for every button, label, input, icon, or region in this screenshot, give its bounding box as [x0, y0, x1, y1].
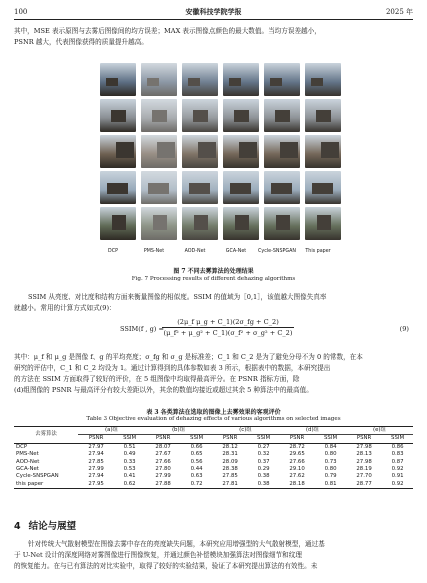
result-thumbnail [182, 135, 218, 168]
equation-number: (9) [399, 325, 409, 333]
section-heading [14, 518, 76, 532]
psnr-cell: 28.12 [222, 443, 238, 450]
equation-denominator: (μ_f² + μ_g² + C_1)(σ_f² + σ_g² + C_2) [163, 329, 293, 337]
psnr-cell: 28.09 [222, 458, 238, 465]
result-thumbnail [223, 99, 259, 132]
thumbnail-haze [305, 135, 341, 168]
thumbnail-haze [141, 207, 177, 240]
text-line: SSIM 从亮度、对比度和结构方面来衡量图像的相似度。SSIM 的值域为［0,1］，该值越大图像失真率 [28, 293, 327, 301]
table-group-header [14, 427, 413, 435]
result-thumbnail [223, 207, 259, 240]
result-thumbnail [182, 63, 218, 96]
thumbnail-haze [223, 63, 259, 96]
ssim-cell: 0.65 [190, 451, 203, 458]
psnr-cell: 28.19 [356, 466, 372, 473]
result-thumbnail [100, 207, 136, 240]
psnr-cell: 27.99 [88, 466, 104, 473]
ssim-cell: 0.33 [123, 458, 136, 465]
psnr-cell: 27.94 [88, 451, 104, 458]
psnr-cell: 27.94 [88, 473, 104, 480]
text-line: (d)组图像的 PSNR 与最高评分有较大差距以外，其余的数值均接近或超过其余 5 种算法中的最高值。 [14, 386, 313, 394]
psnr-cell: 29.65 [289, 451, 305, 458]
table-row [14, 466, 413, 473]
column-label-dcp: DCP [108, 249, 118, 254]
table-caption-en: Table 3 Objective evaluation of dehazing effects of various algorithms on selected images [86, 416, 341, 422]
equation-fraction [162, 318, 294, 337]
column-label-pms-net: PMS-Net [143, 249, 165, 254]
result-thumbnail [141, 63, 177, 96]
ssim-cell: 0.91 [391, 473, 404, 480]
psnr-cell: 27.99 [155, 473, 171, 480]
thumbnail-haze [264, 135, 300, 168]
thumbnail-haze [182, 135, 218, 168]
metric-header-ssim: SSIM [382, 435, 413, 443]
method-cell: PMS-Net [16, 451, 39, 458]
metric-header-psnr: PSNR [346, 435, 382, 443]
text-line: 的方法在 SSIM 方面取得了较好的评价，在 5 组图像中均取得最高评分。在 PSNR 指标方面，除 [14, 375, 300, 383]
psnr-cell: 27.70 [356, 473, 372, 480]
thumbnail-haze [141, 171, 177, 204]
ssim-cell: 0.38 [257, 473, 270, 480]
psnr-cell: 27.88 [145, 481, 181, 489]
thumbnail-haze [305, 63, 341, 96]
text-line: PSNR 越大，代表图像获得的质量提升越高。 [14, 38, 148, 46]
psnr-cell: 28.18 [279, 481, 315, 489]
table-row [14, 443, 413, 451]
thumbnail-haze [100, 63, 136, 96]
thumbnail-haze [182, 63, 218, 96]
thumbnail-haze [182, 207, 218, 240]
psnr-cell: 27.67 [155, 451, 171, 458]
ssim-cell: 0.38 [248, 481, 279, 489]
thumbnail-haze [141, 135, 177, 168]
figure-caption-en: Fig. 7 Processing results of different dehazing algorithms [131, 276, 296, 282]
figure-caption-cn: 图 7 不同去雾算法的处理结果 [173, 268, 254, 275]
method-cell: AOD-Net [16, 458, 40, 465]
thumbnail-haze [100, 135, 136, 168]
thumbnail-haze [182, 99, 218, 132]
ssim-cell: 0.87 [391, 458, 404, 465]
running-header [14, 6, 413, 18]
equation-lhs: SSIM(f , g) = [120, 325, 164, 333]
psnr-cell: 27.66 [155, 458, 171, 465]
section-title: 结论与展望 [28, 521, 77, 532]
dehazing-results-figure [98, 63, 332, 245]
method-cell: Cycle-SNSPGAN [16, 473, 59, 480]
ssim-cell: 0.80 [324, 451, 337, 458]
thumbnail-haze [305, 207, 341, 240]
thumbnail-haze [141, 99, 177, 132]
thumbnail-haze [182, 171, 218, 204]
ssim-cell: 0.37 [257, 458, 270, 465]
result-thumbnail [182, 171, 218, 204]
column-label-aod-net: AOD-Net [184, 249, 206, 254]
psnr-cell: 29.10 [289, 466, 305, 473]
text-line: 于 U-Net 设计的深度网络对雾图像进行图像恢复，并通过颜色补偿模块加强算法对图像细节和纹理 [14, 551, 302, 559]
psnr-cell: 27.85 [222, 473, 238, 480]
header-year: 2025 年 [385, 8, 413, 16]
ssim-cell: 0.49 [123, 451, 136, 458]
metric-header-psnr: PSNR [279, 435, 315, 443]
psnr-cell: 27.95 [78, 481, 114, 489]
thumbnail-haze [100, 99, 136, 132]
thumbnail-haze [223, 135, 259, 168]
result-thumbnail [264, 207, 300, 240]
thumbnail-haze [223, 207, 259, 240]
group-header-d: (d)组 [279, 427, 346, 435]
result-thumbnail [223, 63, 259, 96]
ssim-cell: 0.63 [190, 473, 203, 480]
ssim-cell: 0.51 [123, 443, 136, 450]
header-rule [14, 19, 413, 20]
psnr-cell: 28.38 [222, 466, 238, 473]
result-thumbnail [141, 135, 177, 168]
result-thumbnail [182, 99, 218, 132]
ssim-cell: 0.84 [324, 443, 337, 450]
text-line: 就越小。常用的计算方式如式(9)： [14, 304, 116, 312]
psnr-cell: 27.85 [88, 458, 104, 465]
table-row [14, 451, 413, 458]
metric-header-psnr: PSNR [212, 435, 248, 443]
ssim-cell: 0.73 [324, 458, 337, 465]
group-header-a: (a)组 [78, 427, 145, 435]
metric-header-ssim: SSIM [248, 435, 279, 443]
ssim-cell: 0.41 [123, 473, 136, 480]
ssim-cell: 0.81 [315, 481, 346, 489]
method-cell: GCA-Net [16, 466, 39, 473]
result-thumbnail [141, 171, 177, 204]
equation-9 [0, 318, 427, 340]
analysis-paragraph [14, 352, 413, 396]
text-line: 研究的评估中，C_1 和 C_2 均设为 1。通过计算得到的具体参数如表 3 所示，根据表中的数据，本研究提出 [14, 364, 331, 372]
psnr-cell: 27.66 [289, 458, 305, 465]
ssim-cell: 0.32 [257, 451, 270, 458]
psnr-cell: 27.62 [289, 473, 305, 480]
thumbnail-haze [264, 99, 300, 132]
metric-header-ssim: SSIM [114, 435, 145, 443]
figure-column-labels [92, 249, 342, 259]
result-thumbnail [305, 63, 341, 96]
result-thumbnail [264, 135, 300, 168]
metric-header-ssim: SSIM [181, 435, 212, 443]
psnr-cell: 27.98 [356, 458, 372, 465]
psnr-cell: 27.80 [155, 466, 171, 473]
ssim-cell: 0.27 [257, 443, 270, 450]
result-thumbnail [305, 207, 341, 240]
section-number: 4 [14, 521, 21, 532]
result-thumbnail [223, 171, 259, 204]
ssim-cell: 0.92 [382, 481, 413, 489]
result-thumbnail [100, 63, 136, 96]
psnr-cell: 28.31 [222, 451, 238, 458]
psnr-cell: 28.13 [356, 451, 372, 458]
ssim-cell: 0.53 [123, 466, 136, 473]
result-thumbnail [264, 171, 300, 204]
ssim-cell: 0.80 [324, 466, 337, 473]
thumbnail-haze [100, 207, 136, 240]
table-row [14, 459, 413, 466]
result-thumbnail [305, 171, 341, 204]
thumbnail-haze [223, 171, 259, 204]
thumbnail-haze [141, 63, 177, 96]
method-header: 去雾算法 [14, 427, 78, 444]
column-label-gca-net: GCA-Net [225, 249, 247, 254]
result-thumbnail [100, 99, 136, 132]
metric-header-psnr: PSNR [78, 435, 114, 443]
psnr-cell: 27.81 [212, 481, 248, 489]
ssim-cell: 0.62 [114, 481, 145, 489]
result-thumbnail [100, 171, 136, 204]
result-thumbnail [305, 99, 341, 132]
ssim-cell: 0.72 [181, 481, 212, 489]
thumbnail-haze [100, 171, 136, 204]
ssim-cell: 0.83 [391, 451, 404, 458]
psnr-cell: 28.72 [289, 443, 305, 450]
psnr-cell: 28.77 [346, 481, 382, 489]
table-row [14, 481, 413, 489]
psnr-cell: 27.98 [356, 443, 372, 450]
thumbnail-haze [223, 99, 259, 132]
thumbnail-haze [264, 207, 300, 240]
ssim-paragraph [14, 292, 413, 314]
result-thumbnail [264, 99, 300, 132]
metric-header-psnr: PSNR [145, 435, 181, 443]
ssim-cell: 0.86 [391, 443, 404, 450]
evaluation-table [14, 426, 413, 489]
thumbnail-haze [264, 63, 300, 96]
journal-title: 安徽科技学院学报 [185, 7, 242, 16]
ssim-cell: 0.66 [190, 443, 203, 450]
text-line: 其中，MSE 表示原图与去雾后图像间的均方误差；MAX 表示图像点颜色的最大数值。当均方误差越小， [14, 27, 321, 35]
metric-header-ssim: SSIM [315, 435, 346, 443]
psnr-cell: 27.97 [88, 443, 104, 450]
group-header-b: (b)组 [145, 427, 212, 435]
text-line: 针对传统大气散射模型在图像去雾中存在的亮度缺失问题，本研究应用增强型的大气散射模型，通过基 [28, 540, 325, 548]
thumbnail-haze [305, 99, 341, 132]
ssim-cell: 0.56 [190, 458, 203, 465]
ssim-cell: 0.79 [324, 473, 337, 480]
table-caption-cn: 表 3 各类算法在选取的图像上去雾效果的客观评价 [146, 409, 281, 416]
table-body [14, 443, 413, 488]
method-cell: this paper [14, 481, 78, 489]
conclusion-paragraph [14, 539, 413, 572]
ssim-cell: 0.44 [190, 466, 203, 473]
method-cell: DCP [16, 443, 28, 450]
text-line: 的恢复能力。在与已有算法的对比实验中，取得了较好的实验结果，验证了本研究提出算法的有效性。未 [14, 562, 318, 570]
column-label-this-paper: This paper [305, 249, 331, 254]
thumbnail-haze [264, 171, 300, 204]
column-label-cycle-snspgan: Cycle-SNSPGAN [258, 249, 296, 254]
ssim-cell: 0.92 [391, 466, 404, 473]
table-row [14, 473, 413, 480]
text-line: 其中：μ_f 和 μ_g 是图像 f、g 的平均亮度；σ_fg 和 σ_g 是标准差；C_1 和 C_2 是为了避免分母不为 0 的常数，在本 [14, 353, 363, 361]
result-thumbnail [182, 207, 218, 240]
result-thumbnail [223, 135, 259, 168]
result-thumbnail [305, 135, 341, 168]
equation-numerator: (2μ_f μ_g + C_1)(2σ_fg + C_2) [162, 318, 294, 328]
result-thumbnail [100, 135, 136, 168]
thumbnail-haze [305, 171, 341, 204]
result-thumbnail [264, 63, 300, 96]
psnr-cell: 28.07 [155, 443, 171, 450]
result-thumbnail [141, 207, 177, 240]
result-thumbnail [141, 99, 177, 132]
group-header-e: (e)组 [346, 427, 413, 435]
ssim-cell: 0.29 [257, 466, 270, 473]
page-number: 100 [14, 8, 28, 16]
group-header-c: (c)组 [212, 427, 279, 435]
intro-paragraph [14, 26, 413, 48]
